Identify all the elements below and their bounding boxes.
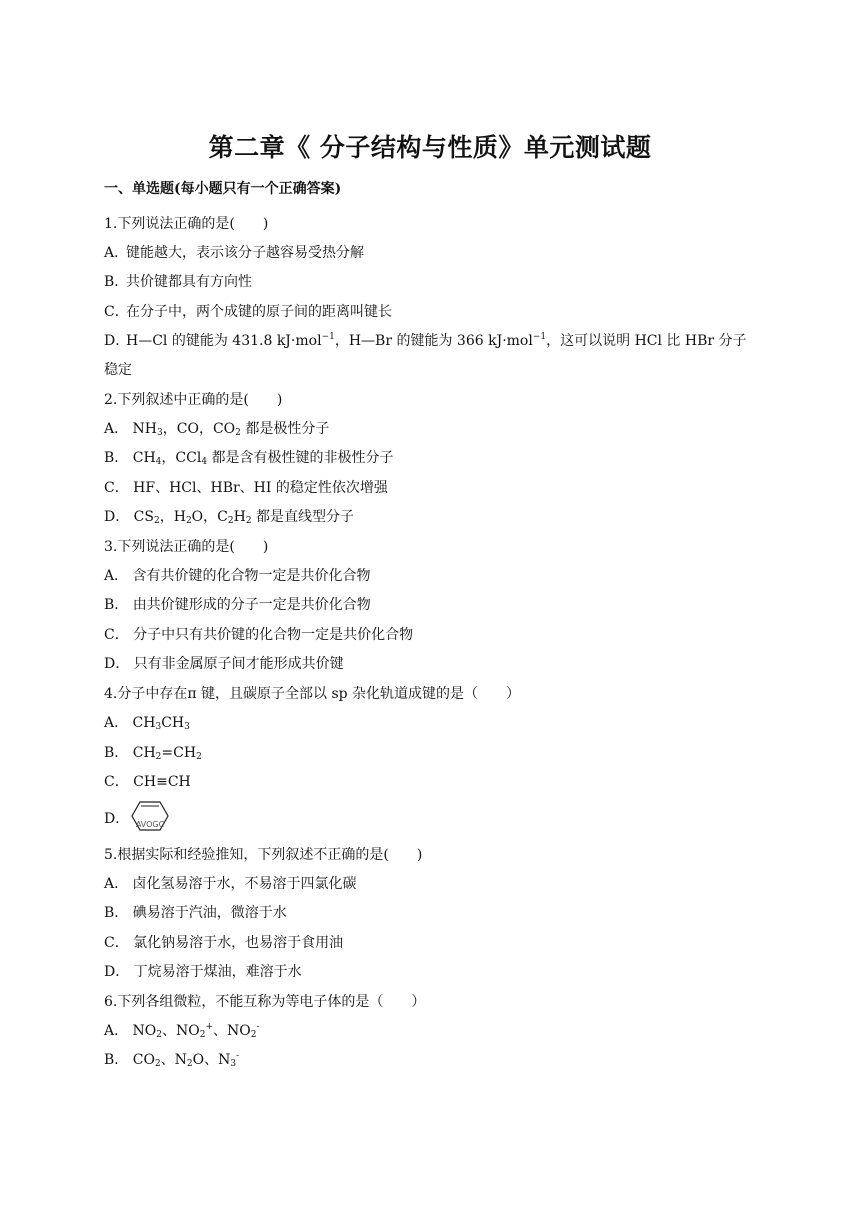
question-5-stem: 5.根据实际和经验推知，下列叙述不正确的是( ): [104, 847, 423, 863]
question-1-option-c: C．在分子中，两个成键的原子间的距离叫键长: [104, 304, 392, 320]
question-4-stem: 4.分子中存在π 键，且碳原子全部以 sp 杂化轨道成键的是（ ）: [104, 686, 521, 702]
question-5-option-a: A． 卤化氢易溶于水，不易溶于四氯化碳: [104, 876, 357, 892]
question-1-stem: 1.下列说法正确的是( ): [104, 216, 269, 232]
question-2-option-a: A． $NH_3$，CO，$CO_2$ 都是极性分子: [104, 421, 330, 438]
question-6-option-a: A． $NO_2$、$NO_2^+$、$NO_2^-$: [104, 1022, 260, 1040]
question-1-option-b: B．共价键都具有方向性: [104, 274, 252, 290]
question-4-option-b: B． $CH_2=CH_2$: [104, 745, 202, 762]
question-3-option-b: B． 由共价键形成的分子一定是共价化合物: [104, 597, 371, 613]
question-3-option-a: A． 含有共价键的化合物一定是共价化合物: [104, 568, 371, 584]
question-1-option-d-continued: 稳定: [104, 362, 132, 378]
question-3-option-d: D． 只有非金属原子间才能形成共价键: [104, 656, 344, 672]
question-1-option-a: A．键能越大，表示该分子越容易受热分解: [104, 245, 364, 261]
question-6-stem: 6.下列各组微粒，不能互称为等电子体的是（ ）: [104, 994, 426, 1010]
section-heading: 一、单选题(每小题只有一个正确答案): [104, 181, 342, 197]
question-2-option-d: D． $CS_2$，$H_2O$，$C_2H_2$ 都是直线型分子: [104, 509, 355, 526]
question-6-option-b: B． $CO_2$、$N_2O$、$N_3^-$: [104, 1051, 240, 1069]
question-2-option-c: C． HF、HCl、HBr、HI 的稳定性依次增强: [104, 480, 388, 496]
page-title: 第二章《 分子结构与性质》单元测试题: [208, 133, 652, 162]
question-1-option-d: D．H—Cl 的键能为 431.8 kJ·mol$^{-1}$，H—Br 的键能为 366 kJ·mol$^{-1}$，这可以说明 HCl 比 HBr 分子: [104, 332, 747, 349]
question-2-option-b: B． $CH_4$，CCl$_4$ 都是含有极性键的非极性分子: [104, 450, 394, 467]
question-5-option-b: B． 碘易溶于汽油，微溶于水: [104, 905, 287, 921]
question-4-option-c: C． CH≡CH: [104, 774, 191, 790]
question-3-option-c: C． 分子中只有共价键的化合物一定是共价化合物: [104, 627, 414, 643]
question-4-option-a: A． $CH_3CH_3$: [104, 715, 190, 732]
benzene-ring-icon: [130, 800, 170, 832]
question-2-stem: 2.下列叙述中正确的是( ): [104, 392, 283, 408]
benzene-watermark: AVOGC: [135, 820, 165, 829]
question-3-stem: 3.下列说法正确的是( ): [104, 539, 269, 555]
question-4-option-d: D．: [104, 811, 130, 827]
question-5-option-d: D． 丁烷易溶于煤油，难溶于水: [104, 964, 302, 980]
benzene-structure-image: [130, 800, 170, 836]
question-5-option-c: C． 氯化钠易溶于水，也易溶于食用油: [104, 935, 344, 951]
